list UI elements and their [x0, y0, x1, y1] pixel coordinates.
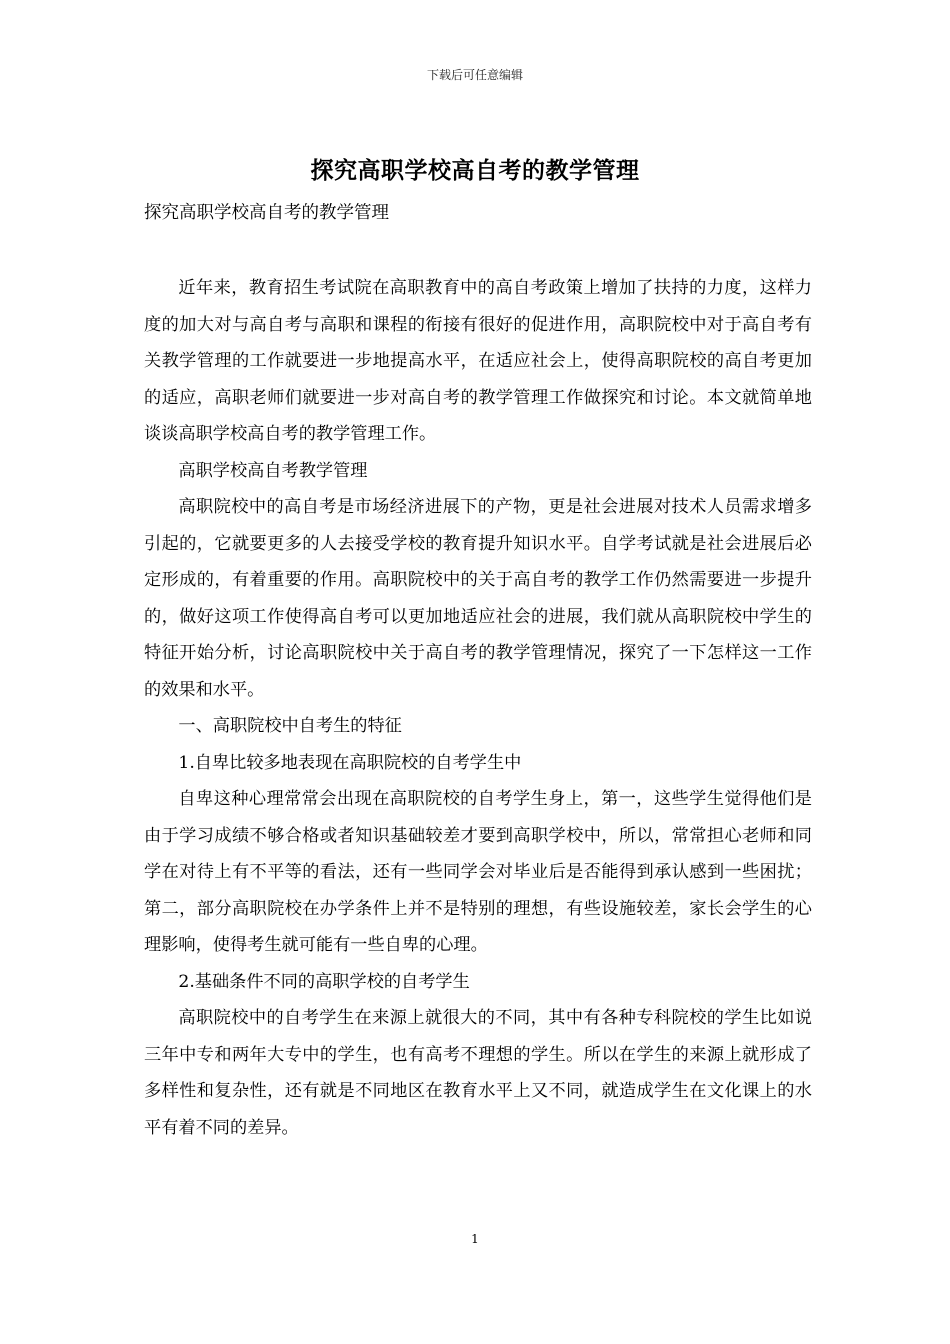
section-heading: 一、高职院校中自考生的特征 [178, 716, 402, 736]
paragraph: 高职院校中的自考学生在来源上就很大的不同，其中有各种专科院校的学生比如说三年中专和两年大专中的学生，也有高考不理想的学生。所以在学生的来源上就形成了多样性和复杂性，还有就是不同地区在教育水平上又不同，就造成学生在文化课上的水平有着不同的差异。 [144, 1008, 812, 1138]
subsection-heading: 1.自卑比较多地表现在高职院校的自考学生中 [178, 752, 522, 773]
paragraph-intro: 近年来，教育招生考试院在高职教育中的高自考政策上增加了扶持的力度，这样力度的加大对与高自考与高职和课程的衔接有很好的促进作用，高职院校中对于高自考有关教学管理的工作就要进一步地提高水平，在适应社会上，使得高职院校的高自考更加的适应，高职老师们就要进一步对高自考的教学管理工作做探究和讨论。本文就简单地谈谈高职学校高自考的教学管理工作。 [144, 278, 812, 444]
subsection-heading: 2.基础条件不同的高职学校的自考学生 [178, 971, 470, 992]
paragraph: 高职院校中的高自考是市场经济进展下的产物，更是社会进展对技术人员需求增多引起的，它就要更多的人去接受学校的教育提升知识水平。自学考试就是社会进展后必定形成的，有着重要的作用。高职院校中的关于高自考的教学工作仍然需要进一步提升的，做好这项工作使得高自考可以更加地适应社会的进展，我们就从高职院校中学生的特征开始分析，讨论高职院校中关于高自考的教学管理情况，探究了一下怎样这一工作的效果和水平。 [144, 497, 812, 700]
document-subtitle: 探究高职学校高自考的教学管理 [144, 203, 389, 223]
paragraph: 自卑这种心理常常会出现在高职院校的自考学生身上，第一，这些学生觉得他们是由于学习成绩不够合格或者知识基础较差才要到高职学校中，所以，常常担心老师和同学在对待上有不平等的看法，还有一些同学会对毕业后是否能得到承认感到一些困扰；第二，部分高职院校在办学条件上并不是特别的理想，有些设施较差，家长会学生的心理影响，使得考生就可能有一些自卑的心理。 [144, 789, 812, 955]
document-body [144, 270, 812, 1146]
page-header: 下载后可任意编辑 [426, 68, 523, 82]
section-heading: 高职学校高自考教学管理 [178, 460, 368, 481]
page-number: 1 [471, 1232, 479, 1246]
document-title: 探究高职学校高自考的教学管理 [310, 157, 640, 184]
